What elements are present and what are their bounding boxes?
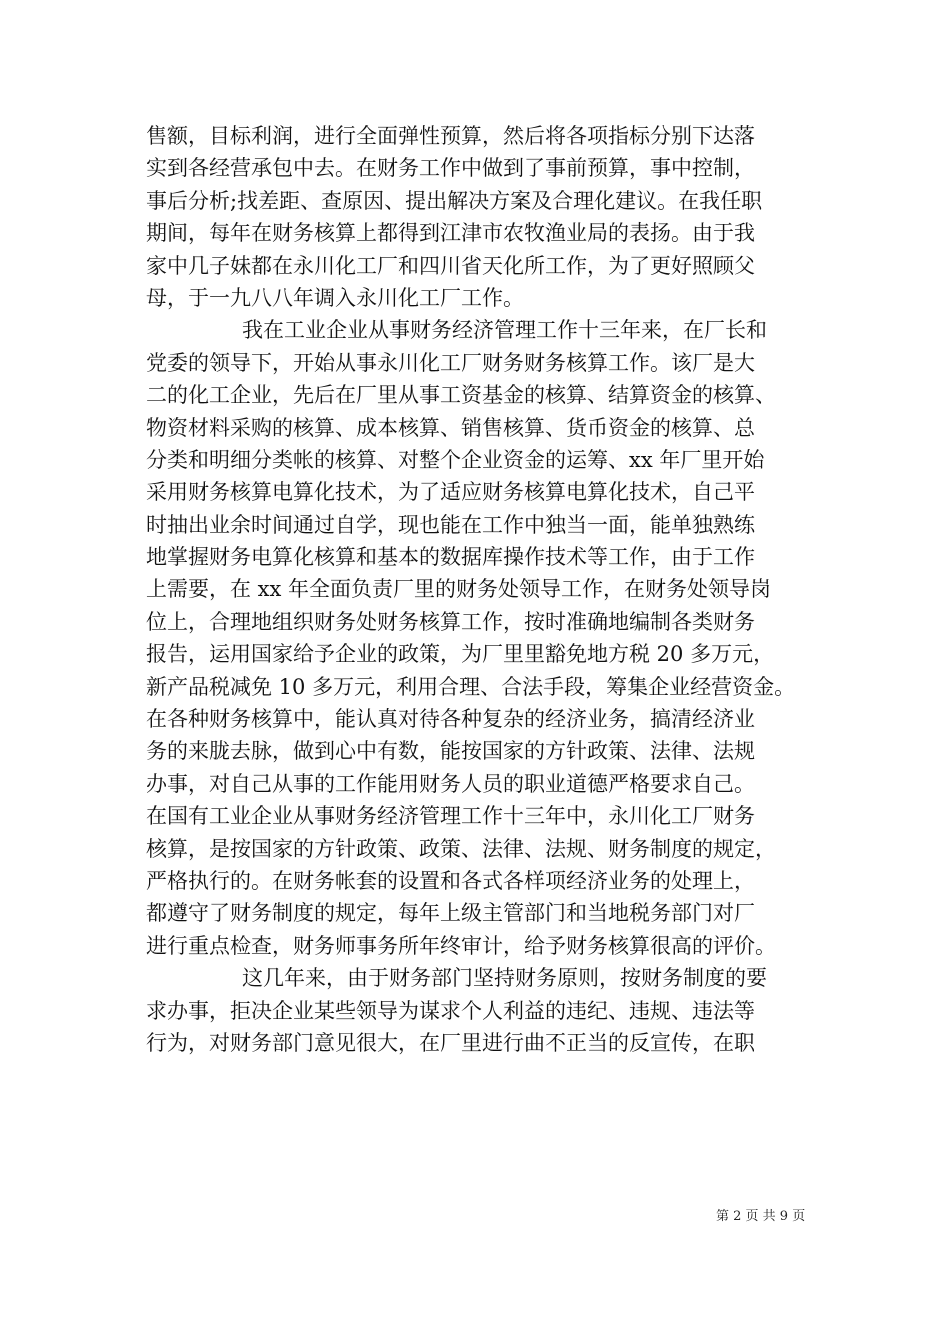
text-line: 求办事，拒决企业某些领导为谋求个人利益的违纪、违规、违法等 bbox=[146, 998, 755, 1023]
text-line: 党委的领导下，开始从事永川化工厂财务财务核算工作。该厂是大 bbox=[146, 350, 755, 375]
text-line: 核算，是按国家的方针政策、政策、法律、法规、财务制度的规定， bbox=[146, 836, 776, 861]
page-number-footer: 第 2 页 共 9 页 bbox=[716, 1209, 806, 1224]
text-line: 分类和明细分类帐的核算、对整个企业资金的运筹、xx 年厂里开始 bbox=[146, 447, 765, 472]
text-line: 严格执行的。在财务帐套的设置和各式各样项经济业务的处理上， bbox=[146, 868, 755, 893]
text-line: 位上，合理地组织财务处财务核算工作，按时准确地编制各类财务 bbox=[146, 609, 755, 634]
text-line: 上需要，在 xx 年全面负责厂里的财务处领导工作，在财务处领导岗 bbox=[146, 577, 772, 602]
text-line: 地掌握财务电算化核算和基本的数据库操作技术等工作，由于工作 bbox=[146, 545, 755, 570]
text-line: 实到各经营承包中去。在财务工作中做到了事前预算，事中控制， bbox=[146, 156, 755, 181]
body-text bbox=[146, 120, 826, 1059]
text-line: 都遵守了财务制度的规定，每年上级主管部门和当地税务部门对厂 bbox=[146, 901, 755, 926]
text-line: 行为，对财务部门意见很大，在厂里进行曲不正当的反宣传，在职 bbox=[146, 1030, 755, 1055]
text-line: 在各种财务核算中，能认真对待各种复杂的经济业务，搞清经济业 bbox=[146, 707, 755, 732]
text-line: 进行重点检查，财务师事务所年终审计，给予财务核算很高的评价。 bbox=[146, 933, 776, 958]
text-line: 在国有工业企业从事财务经济管理工作十三年中，永川化工厂财务 bbox=[146, 804, 755, 829]
text-line: 时抽出业余时间通过自学，现也能在工作中独当一面，能单独熟练 bbox=[146, 512, 755, 537]
text-line: 物资材料采购的核算、成本核算、销售核算、货币资金的核算、总 bbox=[146, 415, 755, 440]
text-line: 母，于一九八八年调入永川化工厂工作。 bbox=[146, 285, 524, 310]
text-line: 事后分析;找差距、查原因、提出解决方案及合理化建议。在我任职 bbox=[146, 188, 763, 213]
text-line: 采用财务核算电算化技术，为了适应财务核算电算化技术，自己平 bbox=[146, 480, 755, 505]
text-line: 家中几子妹都在永川化工厂和四川省天化所工作，为了更好照顾父 bbox=[146, 253, 755, 278]
text-line: 二的化工企业，先后在厂里从事工资基金的核算、结算资金的核算、 bbox=[146, 383, 776, 408]
text-line: 报告，运用国家给予企业的政策，为厂里里豁免地方税 20 多万元， bbox=[146, 642, 775, 667]
text-line: 务的来胧去脉，做到心中有数，能按国家的方针政策、法律、法规 bbox=[146, 739, 755, 764]
text-line: 办事，对自己从事的工作能用财务人员的职业道德严格要求自己。 bbox=[146, 771, 755, 796]
text-line: 新产品税减免 10 多万元，利用合理、合法手段，筹集企业经营资金。 bbox=[146, 674, 796, 699]
text-line: 期间，每年在财务核算上都得到江津市农牧渔业局的表扬。由于我 bbox=[146, 221, 755, 246]
text-line: 售额，目标利润，进行全面弹性预算，然后将各项指标分别下达落 bbox=[146, 124, 755, 148]
paragraph-start-line: 这几年来，由于财务部门坚持财务原则，按财务制度的要 bbox=[242, 966, 767, 991]
paragraph-start-line: 我在工业企业从事财务经济管理工作十三年来，在厂长和 bbox=[242, 318, 767, 343]
